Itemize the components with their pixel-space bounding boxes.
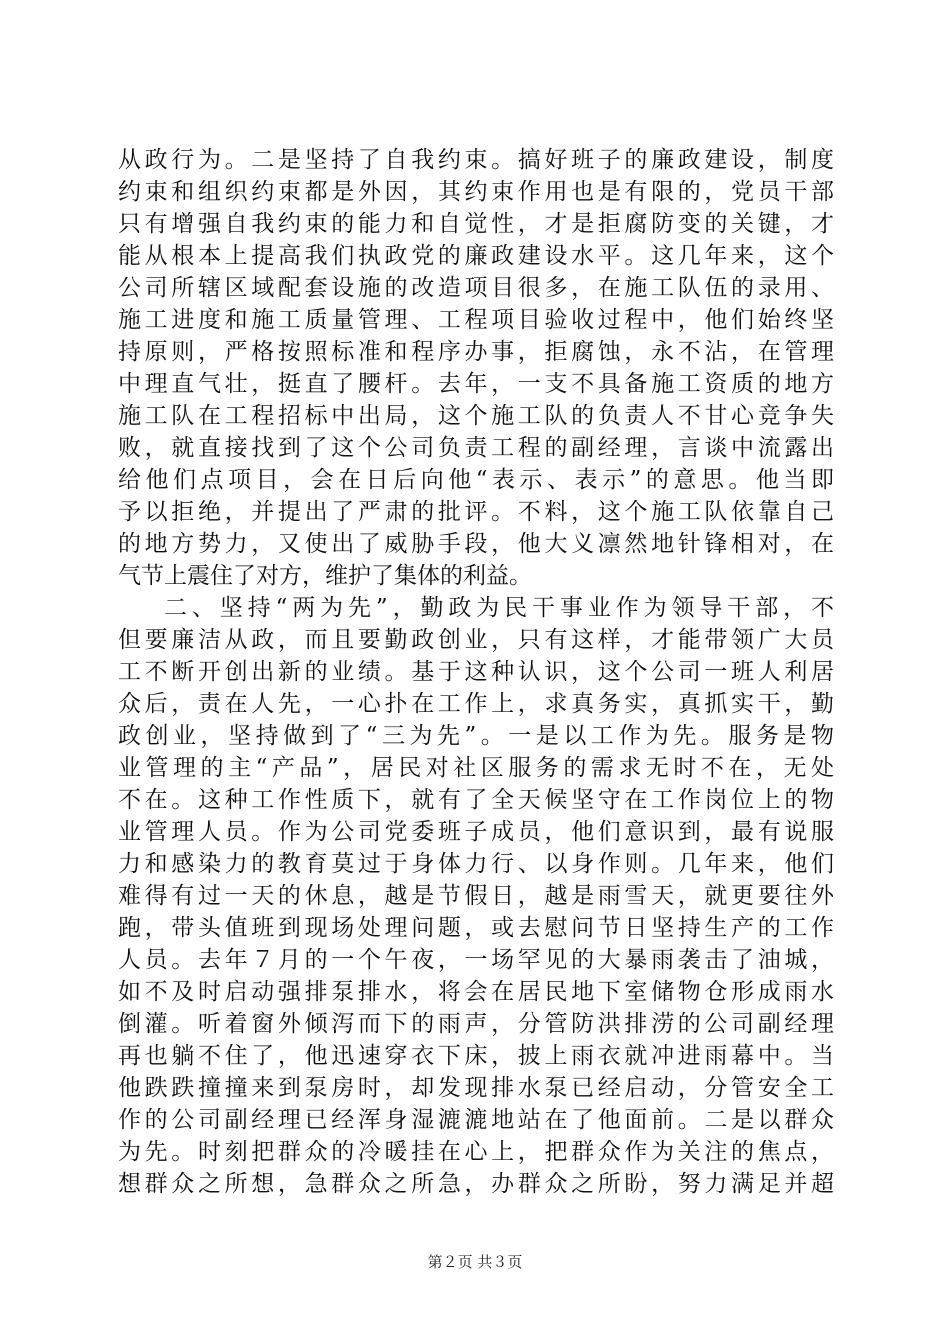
text-line: 想群众之所想，急群众之所急，办群众之所盼，努力满足并超: [118, 1171, 834, 1197]
text-line: 从政行为。二是坚持了自我约束。搞好班子的廉政建设，制度: [118, 147, 834, 173]
text-line: 跑，带头值班到现场处理问题，或去慰问节日坚持生产的工作: [118, 915, 834, 941]
text-line: 中理直气壮，挺直了腰杆。去年，一支不具备施工资质的地方: [118, 371, 834, 397]
text-line: 持原则，严格按照标准和程序办事，拒腐蚀，永不沾，在管理: [118, 339, 834, 365]
text-line: 政创业，坚持做到了“三为先”。一是以工作为先。服务是物: [118, 723, 834, 749]
text-line: 但要廉洁从政，而且要勤政创业，只有这样，才能带领广大员: [118, 627, 834, 653]
page-number-footer: 第２页 共３页: [427, 1253, 523, 1271]
text-line: 他跌跌撞撞来到泵房时，却发现排水泵已经启动，分管安全工: [118, 1075, 834, 1101]
text-line: 约束和组织约束都是外因，其约束作用也是有限的，党员干部: [118, 179, 834, 205]
section-heading-line: 二、坚持“两为先”，勤政为民干事业作为领导干部，不: [164, 595, 834, 621]
text-line: 作的公司副经理已经浑身湿漉漉地站在了他面前。二是以群众: [118, 1107, 834, 1133]
text-line: 为先。时刻把群众的冷暖挂在心上，把群众作为关注的焦点，: [118, 1139, 834, 1165]
text-line: 如不及时启动强排泵排水，将会在居民地下室储物仓形成雨水: [118, 979, 834, 1005]
document-body: [118, 144, 834, 1200]
text-line: 败，就直接找到了这个公司负责工程的副经理，言谈中流露出: [118, 435, 834, 461]
paragraph-end-line: 气节上震住了对方，维护了集体的利益。: [118, 563, 532, 589]
text-line: 业管理人员。作为公司党委班子成员，他们意识到，最有说服: [118, 819, 834, 845]
text-line: 施工进度和施工质量管理、工程项目验收过程中，他们始终坚: [118, 307, 834, 333]
text-line: 难得有过一天的休息，越是节假日，越是雨雪天，就更要往外: [118, 883, 834, 909]
text-line: 能从根本上提高我们执政党的廉政建设水平。这几年来，这个: [118, 243, 834, 269]
text-line: 众后，责在人先，一心扑在工作上，求真务实，真抓实干，勤: [118, 691, 834, 717]
text-line: 施工队在工程招标中出局，这个施工队的负责人不甘心竞争失: [118, 403, 834, 429]
text-line: 工不断开创出新的业绩。基于这种认识，这个公司一班人利居: [118, 659, 834, 685]
text-line: 不在。这种工作性质下，就有了全天候坚守在工作岗位上的物: [118, 787, 834, 813]
text-line: 予以拒绝，并提出了严肃的批评。不料，这个施工队依靠自己: [118, 499, 834, 525]
text-line: 只有增强自我约束的能力和自觉性，才是拒腐防变的关键，才: [118, 211, 834, 237]
text-line: 业管理的主“产品”，居民对社区服务的需求无时不在，无处: [118, 755, 834, 781]
text-line: 公司所辖区域配套设施的改造项目很多，在施工队伍的录用、: [118, 275, 834, 301]
text-line: 倒灌。听着窗外倾泻而下的雨声，分管防洪排涝的公司副经理: [118, 1011, 834, 1037]
text-line: 力和感染力的教育莫过于身体力行、以身作则。几年来，他们: [118, 851, 834, 877]
text-line: 给他们点项目，会在日后向他“表示、表示”的意思。他当即: [118, 467, 834, 493]
text-line: 的地方势力，又使出了威胁手段，他大义凛然地针锋相对，在: [118, 531, 834, 557]
text-line: 人员。去年７月的一个午夜，一场罕见的大暴雨袭击了油城，: [118, 947, 834, 973]
text-line: 再也躺不住了，他迅速穿衣下床，披上雨衣就冲进雨幕中。当: [118, 1043, 834, 1069]
